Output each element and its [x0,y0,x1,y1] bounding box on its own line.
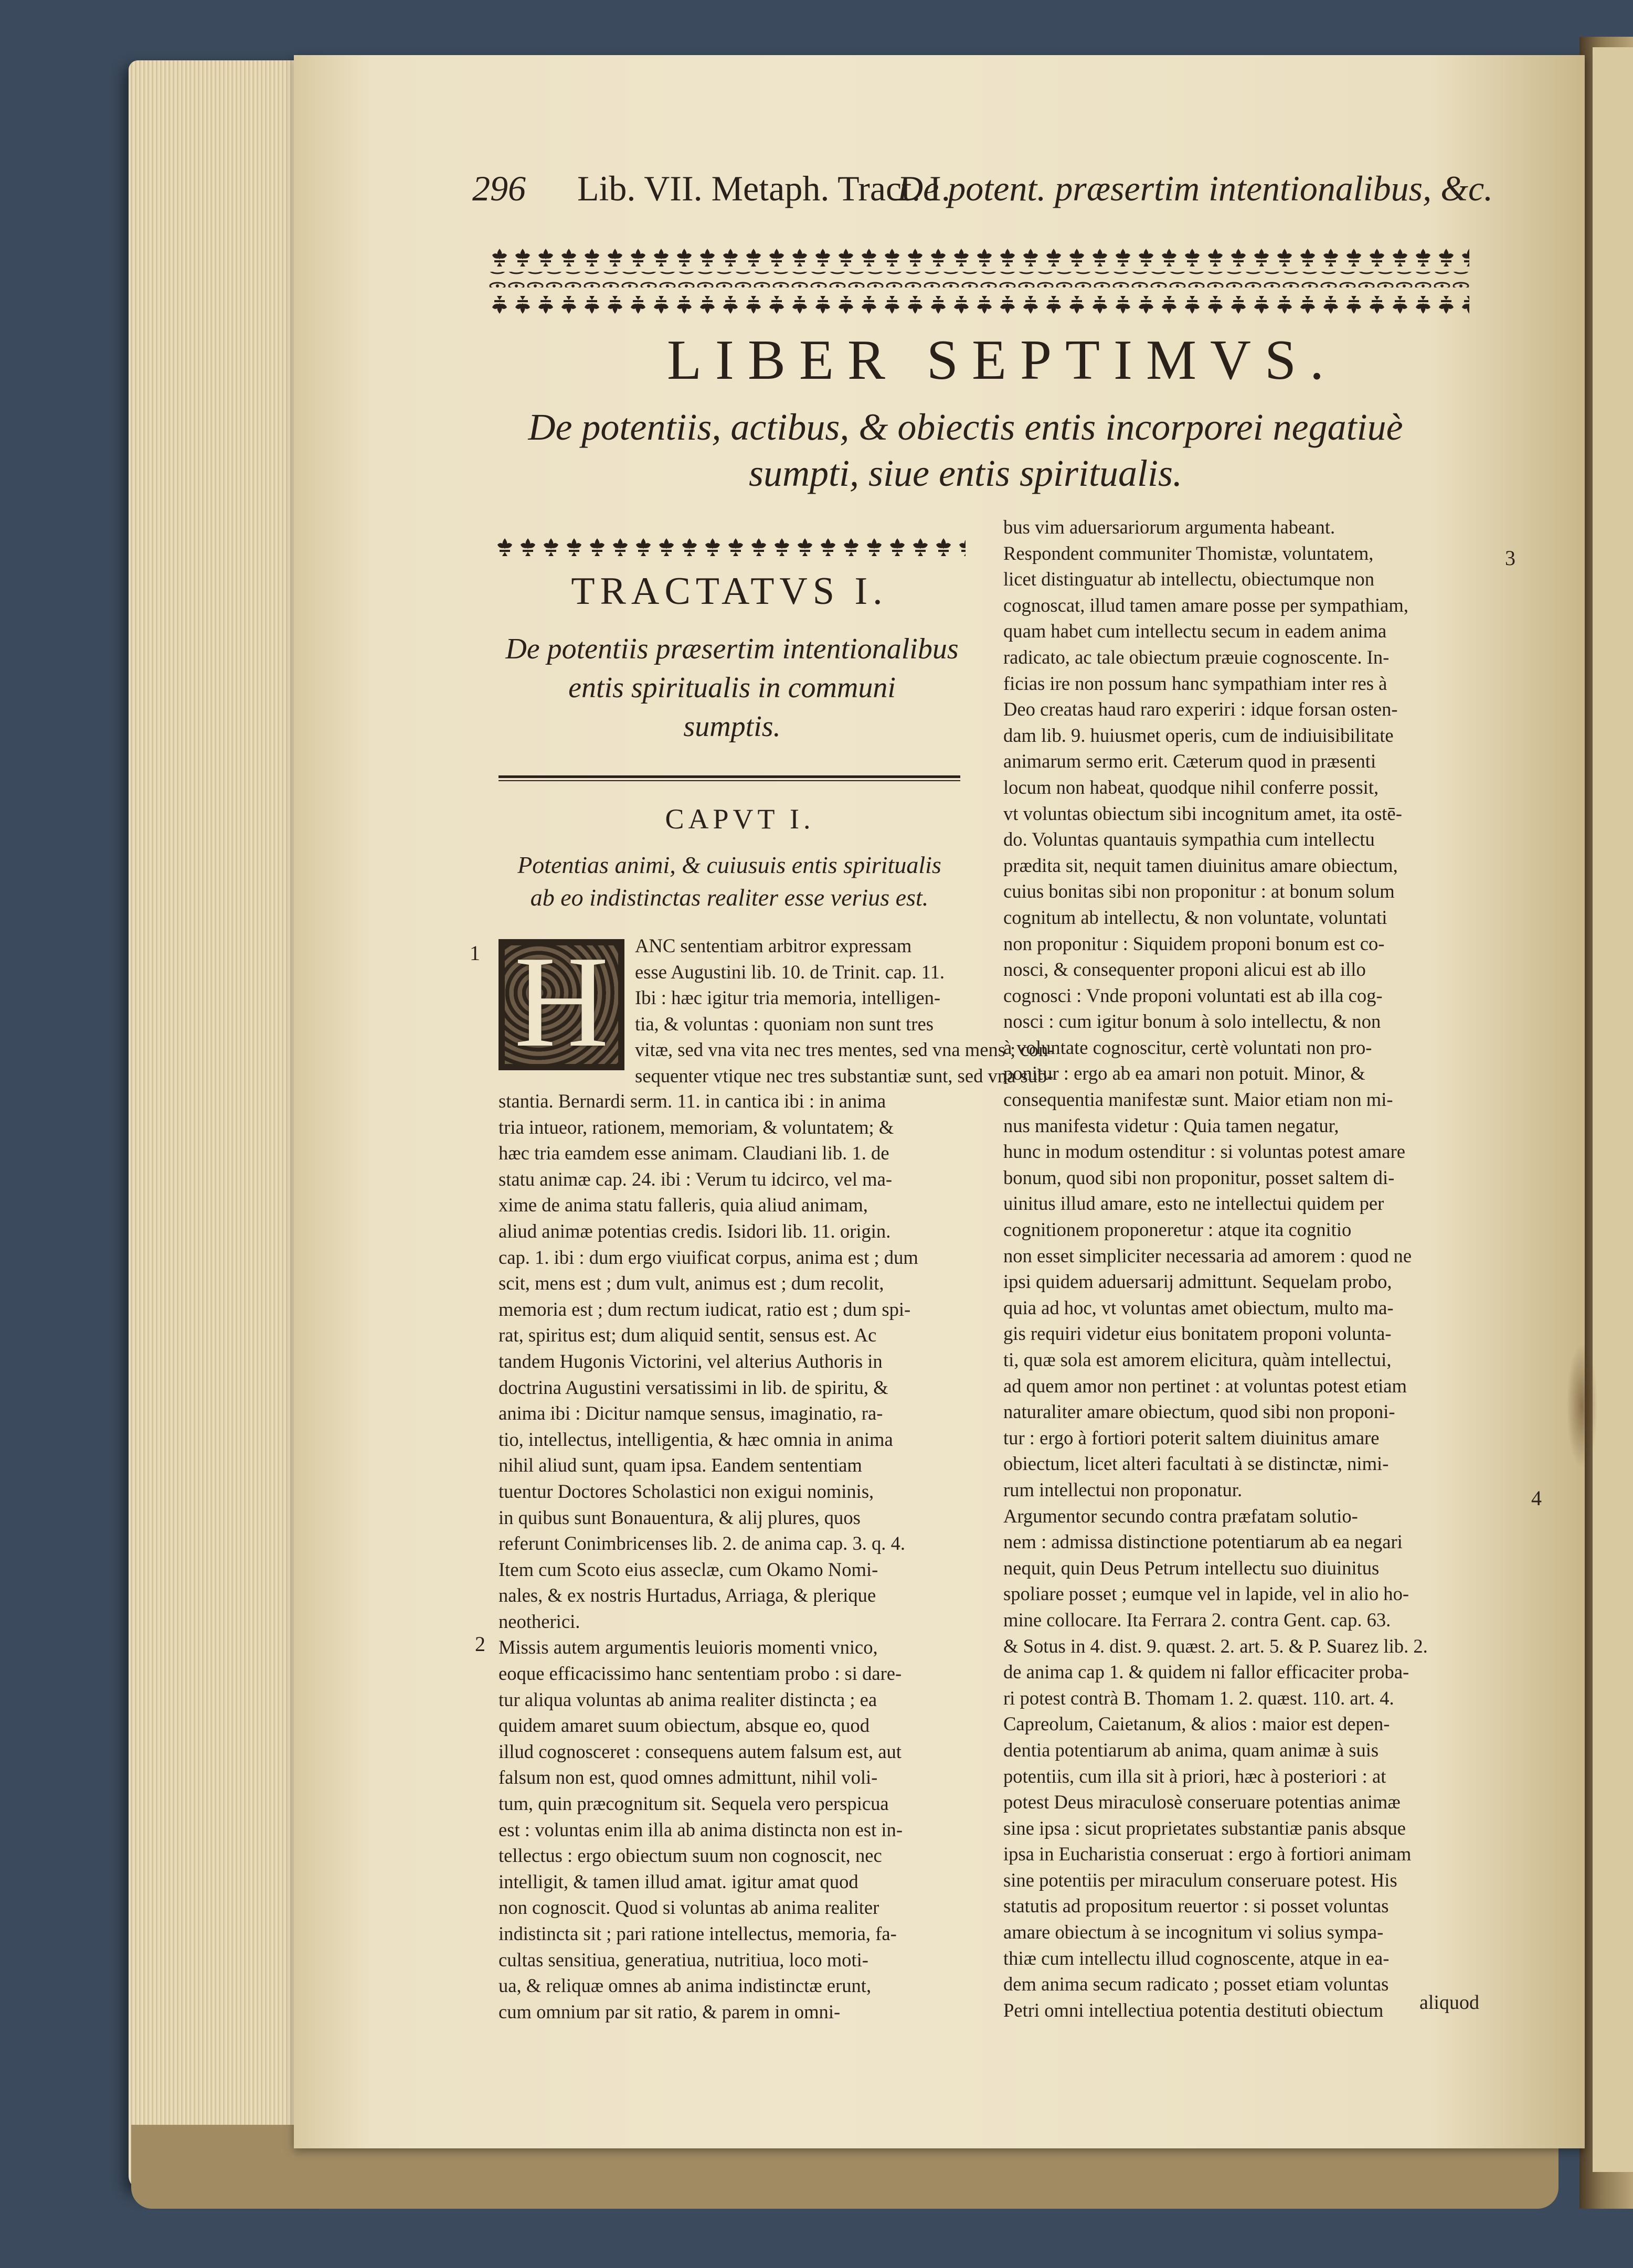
text-line: ficias ire non possum hanc sympathiam inter res à [1003,672,1387,694]
text-line: Respondent communiter Thomistæ, voluntatem, [1003,542,1374,564]
tractatus-subtitle-line: entis spiritualis in communi [568,672,896,704]
text-line: hæc tria eamdem esse animam. Claudiani lib. 1. de [499,1142,889,1164]
margin-number: 4 [1531,1486,1542,1510]
tractatus-title: TRACTATVS I. [571,570,888,613]
text-line: bonum, quod sibi non proponitur, posset saltem di- [1003,1166,1395,1188]
text-line: locum non habeat, quodque nihil conferre possit, [1003,776,1379,798]
text-line: de anima cap 1. & quidem ni fallor efficaciter proba- [1003,1661,1409,1683]
text-line: tur : ergo à fortiori poterit saltem diuinitus amare [1003,1426,1380,1449]
text-line: Ibi : hæc igitur tria memoria, intelligen- [635,987,941,1009]
text-line: referunt Conimbricenses lib. 2. de anima cap. 3. q. 4. [499,1532,906,1554]
text-line: & Sotus in 4. dist. 9. quæst. 2. art. 5. & P. Suarez lib. 2. [1003,1635,1428,1657]
text-line: dem anima secum radicato ; posset etiam voluntas [1003,1973,1389,1995]
initial-letter: H [514,929,609,1074]
text-line: statutis ad propositum reuertor : si posset voluntas [1003,1895,1389,1917]
text-line: doctrina Augustini versatissimi in lib. de spiritu, & [499,1376,888,1398]
text-line: ua, & reliquæ omnes ab anima indistinctæ erunt, [499,1975,872,1997]
text-line: statu animæ cap. 24. ibi : Verum tu idcirco, vel ma- [499,1168,893,1190]
text-line: vitæ, sed vna vita nec tres mentes, sed vna mens ; con- [635,1039,1055,1061]
text-line: ri potest contrà B. Thomam 1. 2. quæst. 110. art. 4. [1003,1687,1394,1709]
tractatus-subtitle-line: De potentiis præsertim intentionalibus [505,633,959,665]
text-line: est : voluntas enim illa ab anima distincta non est in- [499,1818,903,1840]
text-line: esse Augustini lib. 10. de Trinit. cap. 11. [635,961,945,983]
caput-subtitle [493,849,966,922]
caput-title: CAPVT I. [665,803,815,835]
text-line: potentiis, cum illa sit à priori, hæc à posteriori : at [1003,1765,1386,1787]
text-line: naturaliter amare obiectum, quod sibi non proponi- [1003,1401,1395,1423]
book-subtitle-line: sumpti, siue entis spiritualis. [748,452,1183,494]
decorated-initial [499,929,624,1074]
running-title: Lib. VII. Metaph. Tract. I. [577,168,950,208]
text-line: à voluntate cognoscitur, certè voluntati non pro- [1003,1036,1372,1058]
text-line: Petri omni intellectiua potentia destituti obiectum [1003,1999,1384,2021]
text-line: illud cognosceret : consequens autem falsum est, aut [499,1740,902,1762]
text-line: prædita sit, nequit tamen diuinitus amare obiectum, [1003,854,1398,876]
text-line: ANC sententiam arbitror expressam [635,935,912,956]
text-line: Argumentor secundo contra præfatam solutio- [1003,1505,1358,1527]
text-line: hunc in modum ostenditur : si voluntas potest amare [1003,1141,1405,1163]
catchword: aliquod [1419,1992,1479,2014]
text-line: uinitus illud amare, esto ne intellectui quidem per [1003,1192,1384,1215]
text-line: tuentur Doctores Scholastici non exigui nominis, [499,1480,874,1502]
facing-page-edge [1593,47,1633,2172]
text-line: scit, mens est ; dum vult, animus est ; dum recolit, [499,1272,884,1294]
running-head [472,168,1574,220]
text-line: Deo creatas haud raro experiri : idque forsan osten- [1003,698,1398,720]
margin-number: 1 [470,941,480,965]
text-line: cognoscat, illud tamen amare posse per sympathiam, [1003,594,1408,616]
text-line: intelligit, & tamen illud amat. igitur amat quod [499,1870,858,1892]
page-stain [1566,1343,1598,1469]
text-line: thiæ cum intellectu illud cognoscente, atque in ea- [1003,1947,1390,1969]
text-line: ipsa in Eucharistia conseruat : ergo à fortiori animam [1003,1843,1412,1865]
text-line: Capreolum, Caietanum, & alios : maior est depen- [1003,1713,1390,1735]
text-line: quia ad hoc, vt voluntas amet obiectum, multo ma- [1003,1296,1394,1318]
text-line: vt voluntas obiectum sibi incognitum amet, ita ostē- [1003,802,1402,824]
text-line: quam habet cum intellectu secum in eadem anima [1003,620,1387,642]
text-line: nales, & ex nostris Hurtadus, Arriaga, & plerique [499,1584,876,1606]
text-line: tia, & voluntas : quoniam non sunt tres [635,1013,934,1035]
text-line: sine potentiis per miraculum conseruare potest. His [1003,1869,1397,1891]
text-line: amare obiectum à se incognitum vi solius sympa- [1003,1921,1384,1943]
text-line: rum intellectui non proponatur. [1003,1478,1243,1500]
text-line: Item cum Scoto eius asseclæ, cum Okamo Nomi- [499,1558,878,1580]
text-line: indistincta sit ; pari ratione intellectus, memoria, fa- [499,1923,897,1944]
text-line: memoria est ; dum rectum iudicat, ratio est ; dum spi- [499,1298,911,1320]
text-line: licet distinguatur ab intellectu, obiectumque non [1003,568,1374,590]
text-line: tellectus : ergo obiectum suum non cognoscit, nec [499,1845,882,1867]
tractatus-subtitle-line: sumptis. [683,710,781,743]
text-line: cultas sensitiua, generatiua, nutritiua, loco moti- [499,1948,868,1971]
margin-number: 2 [475,1632,485,1656]
text-line: ponitur : ergo ab ea amari non potuit. Minor, & [1003,1062,1365,1084]
text-line: sequenter vtique nec tres substantiæ sunt, sed vna sub- [635,1064,1054,1087]
text-line: spoliare posset ; eumque vel in lapide, vel in alio ho- [1003,1583,1409,1605]
caput-subtitle-line: ab eo indistinctas realiter esse verius est. [530,884,929,911]
left-column-text [499,1088,966,2025]
text-line: nihil aliud sunt, quam ipsa. Eandem sententiam [499,1454,862,1476]
text-line: tum, quin præcognitum sit. Sequela vero perspicua [499,1793,889,1815]
text-line: falsum non est, quod omnes admittunt, nihil voli- [499,1766,878,1788]
text-line: non esset simpliciter necessaria ad amorem : quod ne [1003,1244,1412,1266]
text-line: nosci, & consequenter proponi alicui est ab illo [1003,959,1366,981]
section-rule [499,775,960,784]
running-subject: De potent. præsertim intentionalibus, &c. [897,168,1493,208]
text-line: obiectum, licet alteri facultati à se distinctæ, nimi- [1003,1453,1389,1475]
text-line: cognitum ab intellectu, & non voluntate, voluntati [1003,906,1387,928]
text-line: tur aliqua voluntas ab anima realiter distincta ; ea [499,1688,877,1710]
text-line: stantia. Bernardi serm. 11. in cantica ibi : in anima [499,1090,886,1112]
text-line: anima ibi : Dicitur namque sensus, imaginatio, ra- [499,1402,883,1424]
text-line: cum omnium par sit ratio, & parem in omni- [499,2000,841,2022]
text-line: nequit, quin Deus Petrum intellectu suo diuinitus [1003,1557,1380,1579]
text-line: in quibus sunt Bonauentura, & alij plures, quos [499,1506,861,1528]
text-line: sine ipsa : sicut proprietates substantiæ panis absque [1003,1817,1406,1839]
page-number: 296 [472,168,526,208]
text-line: nus manifesta videtur : Quia tamen negatur, [1003,1114,1339,1136]
text-line: nem : admissa distinctione potentiarum ab ea negari [1003,1531,1403,1553]
text-line: xime de anima statu falleris, quia aliud animam, [499,1194,868,1216]
book-subtitle-line: De potentiis, actibus, & obiectis entis incorporei negatiuè [528,406,1403,448]
text-line: aliud animæ potentias credis. Isidori lib. 11. origin. [499,1220,891,1242]
text-line: animarum sermo erit. Cæterum quod in præsenti [1003,750,1376,772]
headpiece-ornament [488,247,1469,317]
text-line: ad quem amor non pertinet : at voluntas potest etiam [1003,1375,1407,1397]
text-line: tandem Hugonis Victorini, vel alterius Authoris in [499,1350,883,1372]
text-line: non proponitur : Siquidem proponi bonum est co- [1003,932,1385,954]
column-ornament [493,535,966,572]
text-line: Missis autem argumentis leuioris momenti vnico, [499,1636,878,1658]
text-line: non cognoscit. Quod si voluntas ab anima realiter [499,1897,879,1919]
text-line: gis requiri videtur eius bonitatem proponi volunta- [1003,1323,1392,1345]
text-line: bus vim aduersariorum argumenta habeant. [1003,516,1335,538]
book-title: LIBER SEPTIMVS. [666,329,1338,391]
text-line: tio, intellectus, intelligentia, & hæc omnia in anima [499,1428,893,1450]
text-line: dentia potentiarum ab anima, quam animæ à suis [1003,1739,1379,1761]
text-line: cuius bonitas sibi non proponitur : at bonum solum [1003,880,1395,902]
text-line: ipsi quidem aduersarij admittunt. Sequelam probo, [1003,1271,1392,1293]
text-line: cap. 1. ibi : dum ergo viuificat corpus, anima est ; dum [499,1246,918,1268]
right-column-text [1003,514,1497,2023]
text-line: dam lib. 9. huiusmet operis, cum de indiuisibilitate [1003,724,1394,746]
text-line: cognitionem proponeretur : atque ita cognitio [1003,1219,1352,1241]
left-column-opening [635,933,1055,1089]
book-subtitle [519,404,1412,498]
text-line: potest Deus miraculosè conseruare potentias animæ [1003,1791,1401,1813]
text-line: nosci : cum igitur bonum à solo intellectu, & non [1003,1010,1381,1032]
text-line: eoque efficacissimo hanc sententiam probo : si dare- [499,1663,902,1685]
text-line: consequentia manifestæ sunt. Maior etiam non mi- [1003,1089,1393,1111]
text-line: radicato, ac tale obiectum præuie cognoscente. In- [1003,646,1390,668]
text-line: rat, spiritus est; dum aliquid sentit, sensus est. Ac [499,1324,877,1346]
text-line: quidem amaret suum obiectum, absque eo, quod [499,1715,870,1737]
tractatus-subtitle [488,630,976,750]
text-line: cognosci : Vnde proponi voluntati est ab illa cog- [1003,984,1383,1006]
text-line: mine collocare. Ita Ferrara 2. contra Gent. cap. 63. [1003,1609,1391,1631]
caput-subtitle-line: Potentias animi, & cuiusuis entis spiritualis [517,851,941,878]
margin-number: 3 [1505,546,1515,570]
text-line: ti, quæ sola est amorem elicitura, quàm intellectui, [1003,1349,1392,1370]
text-line: tria intueor, rationem, memoriam, & voluntatem; & [499,1116,894,1138]
text-line: neotherici. [499,1610,580,1632]
text-line: do. Voluntas quantauis sympathia cum intellectu [1003,828,1375,850]
